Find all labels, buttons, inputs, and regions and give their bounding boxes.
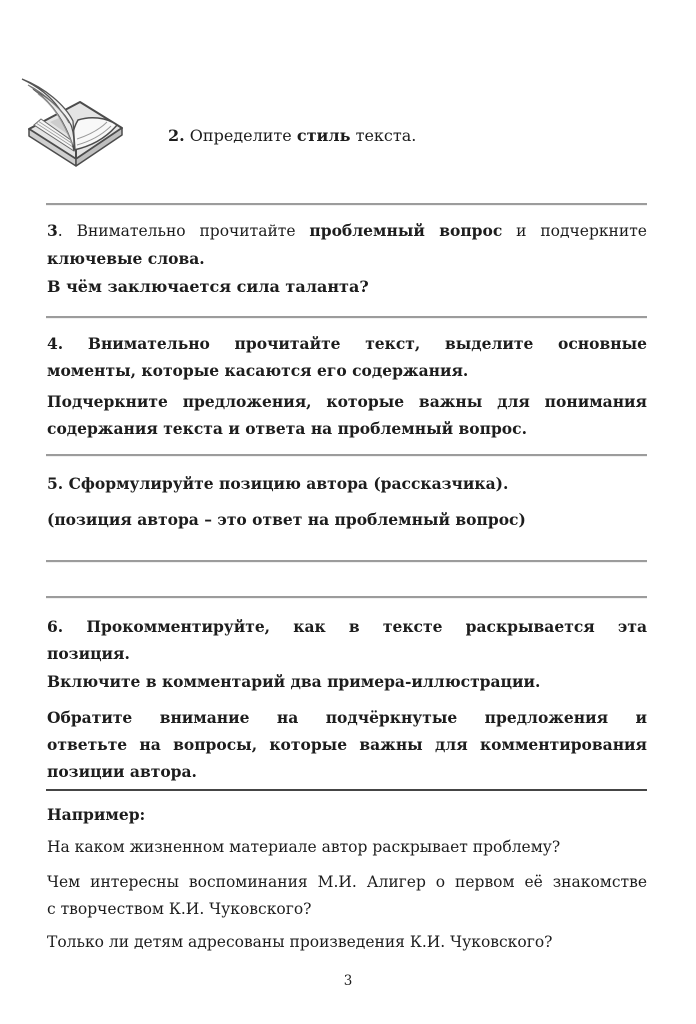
example-question-2-line-2: с творчеством К.И. Чуковского? (47, 900, 312, 918)
task-2-text-pre: Определите (184, 126, 297, 145)
answer-line-2 (46, 596, 647, 599)
section-divider-3 (46, 454, 647, 457)
example-question-3: Только ли детям адресованы произведения К.И. Чуковского? (47, 933, 553, 951)
problem-question: В чём заключается сила таланта? (47, 277, 369, 296)
task-3-line-2: ключевые слова. (47, 249, 205, 268)
task-4-p1-line-2: моменты, которые касаются его содержания. (47, 361, 469, 380)
task-3-text-1: Внимательно прочитайте (76, 222, 310, 240)
task-3-sep: . (57, 222, 77, 240)
task-6-p3-line-2: ответьте на вопросы, которые важны для комментирования (47, 735, 647, 754)
task-3-text-2: и подчеркните (502, 222, 647, 240)
task-5-note: (позиция автора – это ответ на проблемный вопрос) (47, 510, 526, 529)
task-6-attention-note (47, 704, 647, 785)
task-6-p1-line-2: позиция. (47, 644, 130, 663)
task-6-p3-line-3: позиции автора. (47, 762, 197, 781)
task-3-bold-1: проблемный вопрос (309, 221, 503, 240)
task-2-text-post: текста. (350, 126, 417, 145)
task-3-line-1 (47, 217, 647, 245)
task-3-number: 3 (47, 221, 58, 240)
task-2-bold-word: стиль (296, 126, 351, 145)
task-4-p2-line-1: Подчеркните предложения, которые важны для понимания (47, 392, 647, 411)
example-question-1: На каком жизненном материале автор раскрывает проблему? (47, 838, 561, 856)
example-divider (46, 789, 647, 791)
task-5-instruction: 5. Сформулируйте позицию автора (рассказчика). (47, 474, 509, 493)
task-4-p2-line-2: содержания текста и ответа на проблемный вопрос. (47, 419, 527, 438)
section-divider-1 (46, 203, 647, 206)
task-6-instruction (47, 613, 647, 667)
open-book-sketch-svg (10, 66, 136, 176)
task-3-instruction (47, 217, 647, 272)
task-2-number: 2. (168, 126, 185, 145)
section-divider-2 (46, 316, 647, 319)
example-heading: Например: (47, 805, 146, 824)
example-question-2-line-1: Чем интересны воспоминания М.И. Алигер о первом её знакомстве (47, 873, 647, 891)
task-4-p1-line-1: 4. Внимательно прочитайте текст, выделите основные (47, 334, 647, 353)
task-4-instruction (47, 330, 647, 384)
example-question-2 (47, 869, 647, 923)
open-book-icon (10, 66, 136, 176)
task-6-p1-line-1: 6. Прокомментируйте, как в тексте раскрывается эта (47, 617, 647, 636)
task-6-p3-line-1: Обратите внимание на подчёркнутые предложения и (47, 708, 647, 727)
task-2-instruction (168, 124, 416, 148)
answer-line-1 (46, 560, 647, 563)
task-6-examples-note: Включите в комментарий два примера-иллюстрации. (47, 672, 541, 691)
page-number: 3 (343, 973, 353, 989)
task-4-note (47, 388, 647, 442)
